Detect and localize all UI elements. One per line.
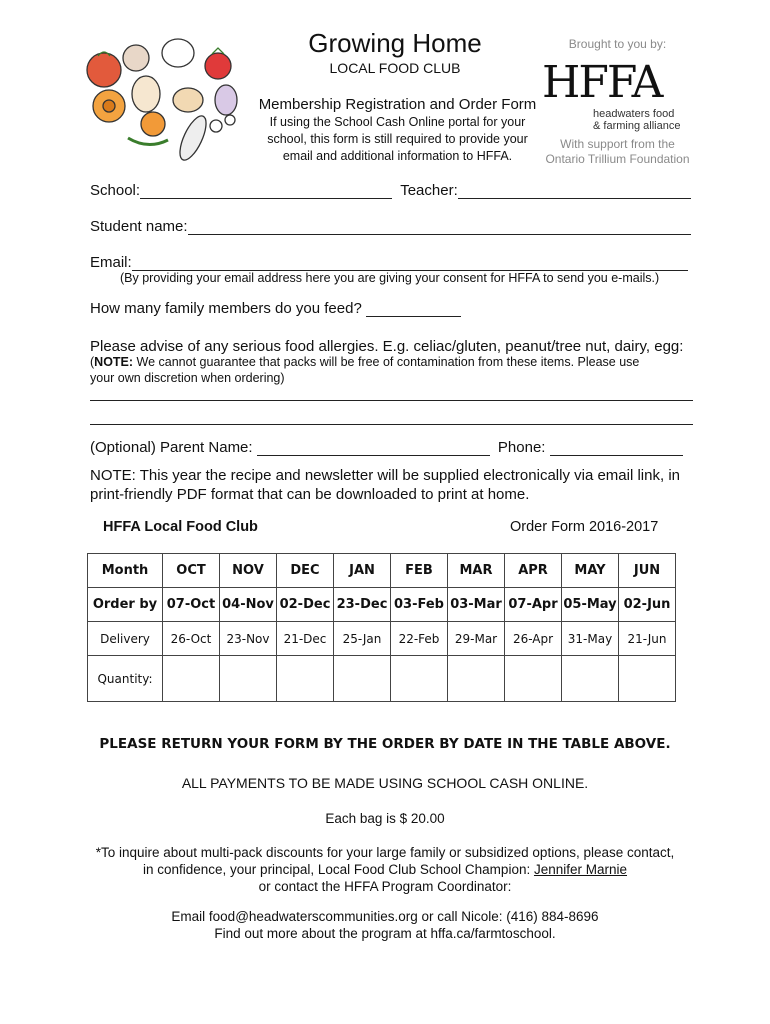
turnip-icon — [215, 85, 237, 115]
email-row — [90, 254, 688, 271]
table-row-delivery: Delivery 26-Oct 23-Nov 21-Dec 25-Jan 22-Feb 29-Mar 26-Apr 31-May 21-Jun — [88, 622, 676, 656]
zucchini-icon — [175, 112, 212, 163]
email-consent: (By providing your email address here you are giving your consent for HFFA to send you e-mails.) — [120, 271, 660, 285]
beet-icon — [123, 45, 149, 71]
brought-by-label: Brought to you by: — [568, 37, 667, 51]
student-row — [90, 218, 691, 235]
table-row-order-by: Order by 07-Oct 04-Nov 02-Dec 23-Dec 03-Feb 03-Mar 07-Apr 05-May 02-Jun — [88, 588, 676, 622]
quantity-cell-may[interactable] — [562, 656, 619, 702]
pea-pod-icon — [128, 138, 168, 145]
quantity-cell-apr[interactable] — [505, 656, 562, 702]
school-cash-note: If using the School Cash Online portal for your school, this form is still required to provide your email and additional information to HFFA. — [267, 115, 528, 163]
school-field[interactable] — [140, 184, 392, 199]
quantity-cell-oct[interactable] — [163, 656, 220, 702]
email-field[interactable] — [132, 256, 688, 271]
order-table — [87, 553, 676, 702]
club-table-title: HFFA Local Food Club — [103, 519, 258, 535]
quantity-cell-mar[interactable] — [448, 656, 505, 702]
family-question: How many family members do you feed? — [90, 300, 362, 317]
quantity-cell-dec[interactable] — [277, 656, 334, 702]
student-name-field[interactable] — [188, 220, 691, 235]
family-row — [90, 300, 461, 317]
quantity-cell-nov[interactable] — [220, 656, 277, 702]
school-row — [90, 182, 691, 199]
phone-field[interactable] — [550, 441, 683, 456]
teacher-field[interactable] — [458, 184, 691, 199]
student-label: Student name: — [90, 218, 188, 235]
allergy-question: Please advise of any serious food allergies. E.g. celiac/gluten, peanut/tree nut, dairy, egg: — [90, 338, 684, 355]
teacher-label: Teacher: — [400, 182, 458, 199]
apple-icon — [162, 39, 194, 67]
return-notice: PLEASE RETURN YOUR FORM BY THE ORDER BY DATE IN THE TABLE ABOVE. — [99, 736, 671, 752]
form-title: Membership Registration and Order Form — [258, 96, 537, 113]
family-count-field[interactable] — [366, 302, 461, 317]
club-subtitle: LOCAL FOOD CLUB — [329, 60, 461, 76]
squash-icon — [173, 88, 203, 112]
champion-link[interactable]: Jennifer Marnie — [533, 862, 628, 877]
recipe-note: NOTE: This year the recipe and newsletter will be supplied electronically via email link, in print-friendly PDF format that can be downloaded to print at home. — [90, 467, 680, 503]
page-title: Growing Home — [308, 28, 482, 58]
hffa-logo-words: headwaters food & farming alliance — [593, 108, 681, 132]
parent-row — [90, 439, 683, 456]
onion-icon — [132, 76, 160, 112]
contact-info — [0, 908, 770, 942]
allergy-line-2[interactable] — [90, 424, 693, 425]
payments-notice: ALL PAYMENTS TO BE MADE USING SCHOOL CASH ONLINE. — [181, 775, 589, 791]
allergy-line-1[interactable] — [90, 400, 693, 401]
parent-name-field[interactable] — [257, 441, 490, 456]
support-note: With support from the Ontario Trillium Foundation — [545, 137, 690, 166]
tomato-icon — [87, 53, 121, 87]
order-form-year: Order Form 2016-2017 — [510, 519, 659, 535]
price-note: Each bag is $ 20.00 — [325, 811, 445, 826]
contact-line: Email food@headwaterscommunities.org or call Nicole: (416) 884-8696 — [171, 909, 599, 924]
allergy-note: (NOTE: We cannot guarantee that packs will be free of contamination from these items. Please use your own discretion when ordering) — [90, 355, 640, 385]
table-row-quantity — [88, 656, 676, 702]
email-label: Email: — [90, 254, 132, 271]
more-info-line: Find out more about the program at hffa.ca/farmtoschool. — [214, 926, 556, 941]
inquire-note: *To inquire about multi-pack discounts for your large family or subsidized options, please contact, in confidence, your principal, Local Food Club School Champion: Jennifer Marnie or contact the HFFA Program Coordinator: — [95, 845, 675, 894]
phone-label: Phone: — [497, 439, 546, 456]
orange-icon — [141, 112, 165, 136]
svg-text:HFFA: HFFA — [542, 57, 662, 105]
strawberry-icon — [205, 53, 231, 79]
quantity-cell-feb[interactable] — [391, 656, 448, 702]
parent-label: (Optional) Parent Name: — [90, 439, 253, 456]
school-label: School: — [90, 182, 141, 199]
vegetable-heart-illustration — [78, 28, 256, 166]
quantity-cell-jan[interactable] — [334, 656, 391, 702]
quantity-label: Quantity: — [88, 656, 163, 702]
table-row-month: Month OCT NOV DEC JAN FEB MAR APR MAY JUN — [88, 554, 676, 588]
quantity-cell-jun[interactable] — [619, 656, 676, 702]
hffa-logo — [540, 55, 690, 105]
